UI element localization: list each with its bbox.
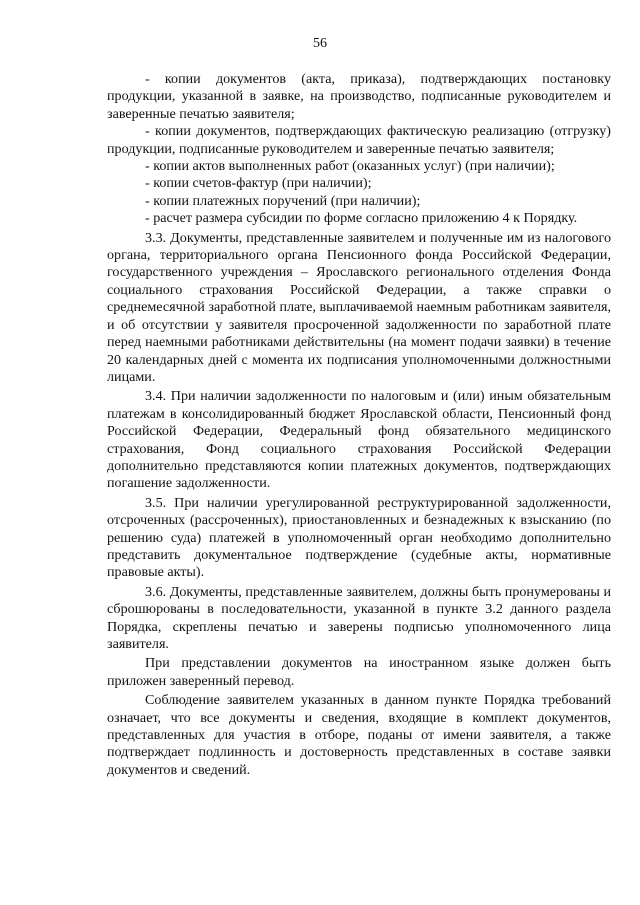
clause-3-4: 3.4. При наличии задолженности по налоговым и (или) иным обязательным платежам в консолидированный бюджет Ярославской области, Пенсионный фонд Российской Федерации, Федеральный фонд обязательного медицинского страхования, Фонд социального страхования Российской Федерации дополнительно представляются копии платежных документов, подтверждающих погашение задолженности.: [107, 388, 611, 492]
paragraph-compliance: Соблюдение заявителем указанных в данном пункте Порядка требований означает, что все документы и сведения, входящие в комплект документов, представленных для участия в отборе, поданы от имени заявителя, а также подтверждает подлинность и достоверность представленных в составе заявки документов и сведений.: [107, 692, 611, 778]
paragraph-translation: При представлении документов на иностранном языке должен быть приложен заверенный перевод.: [107, 655, 611, 689]
clause-3-3: 3.3. Документы, представленные заявителем и полученные им из налогового органа, территориального органа Пенсионного фонда Российской Федерации, государственного учреждения – Ярославского регионального отделения Фонда социального страхования Российской Федерации, а также справки о среднемесячной заработной плате, выплачиваемой наемным работникам заявителя, и об отсутствии у заявителя просроченной задолженности по заработной плате перед наемными работниками действительны (на момент подачи заявки) в течение 20 календарных дней с момента их подписания уполномоченными должностными лицами.: [107, 229, 611, 385]
list-item-sales-docs: - копии документов, подтверждающих фактическую реализацию (отгрузку) продукции, подписанные руководителем и заверенные печатью заявителя;: [107, 123, 611, 157]
page-number: 56: [313, 36, 327, 51]
clause-3-5: 3.5. При наличии урегулированной реструктурированной задолженности, отсроченных (рассроченных), приостановленных и безнадежных к взысканию (по решению суда) платежей в уполномоченный орган необходимо дополнительно представить документальное подтверждение (судебные акты, нормативные правовые акты).: [107, 494, 611, 581]
list-item-subsidy-calculation: - расчет размера субсидии по форме согласно приложению 4 к Порядку.: [145, 210, 578, 227]
list-item-payment-orders: - копии платежных поручений (при наличии);: [145, 192, 421, 209]
list-item-product-launch-docs: - копии документов (акта, приказа), подтверждающих постановку продукции, указанной в заявке, на производство, подписанные руководителем и заверенные печатью заявителя;: [107, 71, 611, 122]
list-item-work-acts: - копии актов выполненных работ (оказанных услуг) (при наличии);: [145, 158, 555, 175]
list-item-invoices: - копии счетов-фактур (при наличии);: [145, 175, 372, 192]
document-body: [107, 71, 611, 779]
clause-3-6: 3.6. Документы, представленные заявителем, должны быть пронумерованы и сброшюрованы в последовательности, указанной в пункте 3.2 данного раздела Порядка, скреплены печатью и заверены подписью уполномоченного лица заявителя.: [107, 583, 611, 652]
